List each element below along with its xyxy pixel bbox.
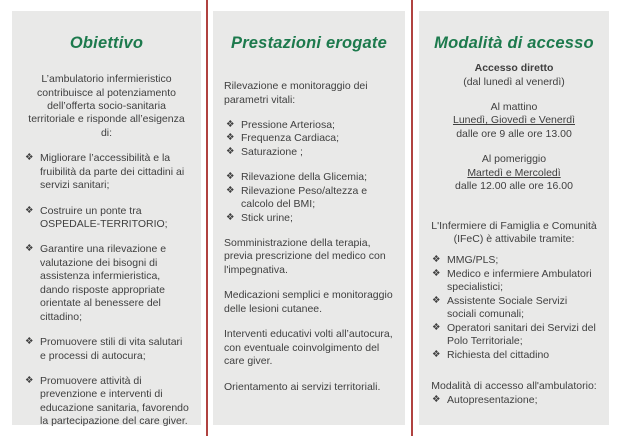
- list-item: [224, 119, 394, 132]
- divider-line: [206, 0, 208, 436]
- obiettivo-intro: L’ambulatorio infermieristico contribuisce al potenziamento dell’offerta socio-sanitaria territoriale e risponde all’esigenza di:: [28, 73, 185, 139]
- section-title-modalita: Modalità di accesso: [434, 34, 594, 52]
- bullet-text: Medico e infermiere Ambulatori specialistici;: [447, 267, 592, 294]
- ifec-intro: L'Infermiere di Famiglia e Comunità (IFeC) è attivabile tramite:: [431, 219, 597, 246]
- diamond-bullet-icon: ❖: [226, 184, 235, 196]
- morning-hours: dalle ore 9 alle ore 13.00: [456, 127, 572, 140]
- prestazioni-paragraph: Somministrazione della terapia, previa prescrizione del medico con l'impegnativa.: [224, 237, 386, 276]
- column-modalita-accesso: [419, 11, 609, 425]
- bullet-text: Migliorare l’accessibilità e la fruibilità da parte dei cittadini ai servizi sanitari;: [40, 152, 185, 192]
- diamond-bullet-icon: ❖: [25, 336, 34, 348]
- bullet-text: Frequenza Cardiaca;: [241, 132, 340, 145]
- diamond-bullet-icon: ❖: [432, 321, 441, 333]
- list-item: [23, 375, 190, 429]
- diamond-bullet-icon: ❖: [226, 145, 235, 157]
- prestazioni-paragraph: Orientamento ai servizi territoriali.: [224, 380, 381, 393]
- bullet-text: MMG/PLS;: [447, 254, 499, 267]
- list-item: [224, 146, 394, 159]
- diamond-bullet-icon: ❖: [25, 204, 34, 216]
- list-item: [224, 185, 394, 212]
- afternoon-label: Al pomeriggio: [481, 153, 547, 166]
- list-item: [430, 254, 598, 267]
- morning-label: Al mattino: [490, 100, 538, 113]
- bullet-text: Costruire un ponte tra OSPEDALE-TERRITORIO;: [40, 204, 168, 231]
- bullet-text: Rilevazione Peso/altezza e calcolo del BMI;: [241, 184, 368, 211]
- ambulatory-access-label: Modalità di accesso all'ambulatorio:: [431, 379, 597, 392]
- ambulatory-bullet-list: [430, 394, 598, 407]
- bullet-text: Richiesta del cittadino: [447, 348, 550, 361]
- list-item: [23, 243, 190, 324]
- list-item: [430, 349, 598, 362]
- afternoon-days: Martedì e Mercoledì: [467, 166, 561, 179]
- diamond-bullet-icon: ❖: [226, 118, 235, 130]
- bullet-text: Autopresentazione;: [447, 394, 538, 407]
- prestazioni-paragraph: Medicazioni semplici e monitoraggio delle lesioni cutanee.: [224, 289, 393, 315]
- list-item: [430, 394, 598, 407]
- diamond-bullet-icon: ❖: [226, 171, 235, 183]
- list-item: [224, 132, 394, 145]
- column-obiettivo: [12, 11, 201, 428]
- vitals-bullet-list-a: [224, 119, 394, 159]
- list-item: [23, 152, 190, 192]
- afternoon-hours: dalle 12.00 alle ore 16.00: [455, 180, 573, 193]
- list-item: [430, 295, 598, 322]
- diamond-bullet-icon: ❖: [226, 132, 235, 144]
- list-item: [430, 268, 598, 295]
- bullet-text: Stick urine;: [241, 211, 293, 224]
- diamond-bullet-icon: ❖: [432, 294, 441, 306]
- list-item: [224, 212, 394, 225]
- divider-line: [411, 0, 413, 436]
- bullet-text: Promuovere attività di prevenzione e interventi di educazione sanitaria, favorendo la partecipazione del care giver.: [40, 374, 189, 428]
- bullet-text: Garantire una rilevazione e valutazione dei bisogni di assistenza infermieristica, dando risposte appropriate orientate al benessere del cittadino;: [40, 243, 167, 323]
- diamond-bullet-icon: ❖: [432, 267, 441, 279]
- diamond-bullet-icon: ❖: [432, 254, 441, 266]
- list-item: [23, 205, 190, 232]
- direct-access-label: Accesso diretto: [474, 62, 554, 75]
- list-item: [224, 171, 394, 184]
- diamond-bullet-icon: ❖: [25, 243, 34, 255]
- column-prestazioni: [213, 11, 405, 425]
- diamond-bullet-icon: ❖: [25, 152, 34, 164]
- obiettivo-bullet-list: [23, 152, 190, 428]
- bullet-text: Assistente Sociale Servizi sociali comunali;: [447, 294, 568, 321]
- ifec-bullet-list: [430, 254, 598, 362]
- prestazioni-intro: Rilevazione e monitoraggio dei parametri vitali:: [224, 80, 368, 106]
- direct-access-days: (dal lunedì al venerdì): [463, 75, 565, 88]
- list-item: [23, 336, 190, 363]
- bullet-text: Operatori sanitari dei Servizi del Polo Territoriale;: [447, 321, 596, 348]
- diamond-bullet-icon: ❖: [432, 348, 441, 360]
- section-title-obiettivo: Obiettivo: [69, 34, 144, 52]
- bullet-text: Saturazione ;: [241, 145, 303, 158]
- diamond-bullet-icon: ❖: [226, 211, 235, 223]
- prestazioni-paragraph: Interventi educativi volti all’autocura, con eventuale coinvolgimento del care giver.: [224, 328, 393, 368]
- bullet-text: Pressione Arteriosa;: [241, 118, 335, 131]
- bullet-text: Rilevazione della Glicemia;: [241, 171, 368, 184]
- diamond-bullet-icon: ❖: [432, 394, 441, 406]
- morning-days: Lunedì, Giovedì e Venerdì: [452, 114, 575, 127]
- section-title-prestazioni: Prestazioni erogate: [230, 34, 387, 52]
- bullet-text: Promuovere stili di vita salutari e processi di autocura;: [40, 336, 183, 362]
- diamond-bullet-icon: ❖: [25, 374, 34, 386]
- vitals-bullet-list-b: [224, 171, 394, 225]
- list-item: [430, 322, 598, 349]
